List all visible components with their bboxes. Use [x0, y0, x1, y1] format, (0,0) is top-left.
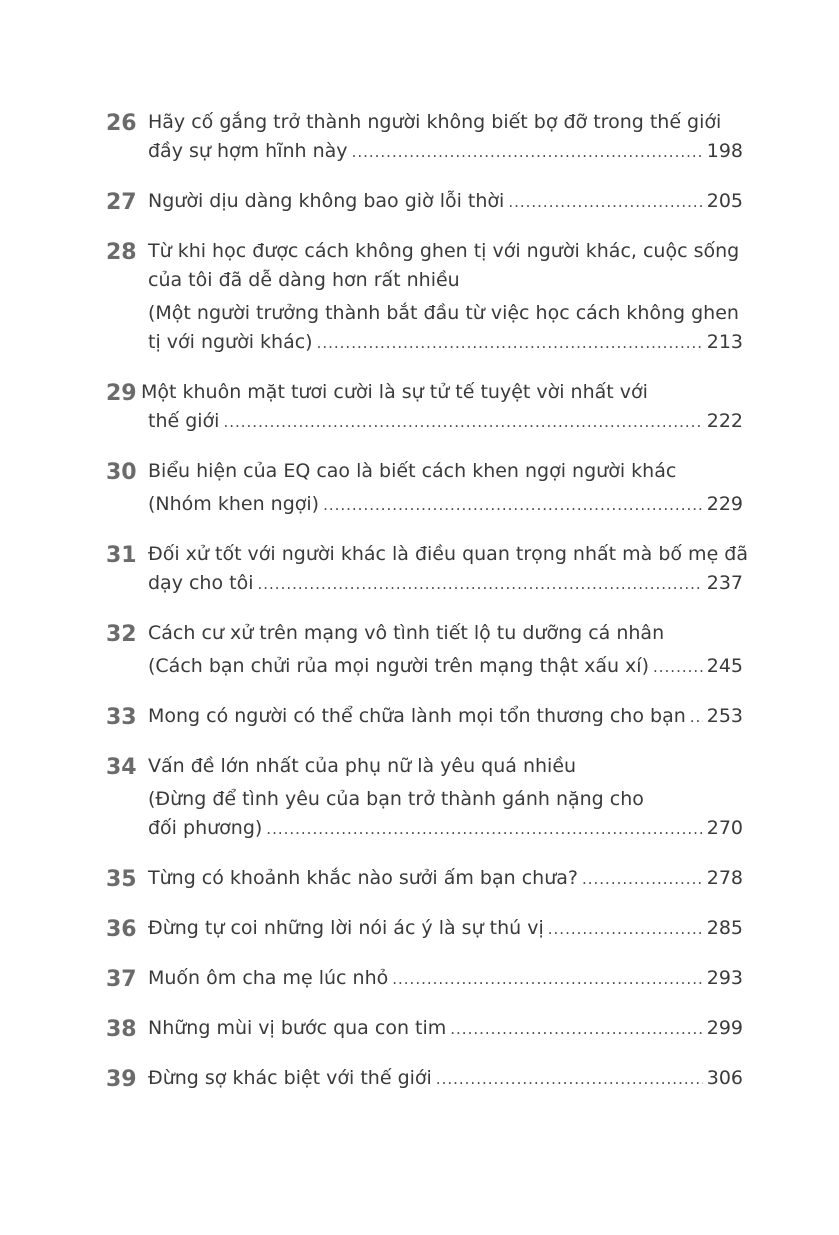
dot-leader — [392, 965, 702, 994]
toc-entry-29 — [106, 378, 743, 437]
entry-title: Mong có người có thể chữa lành mọi tổn thương cho bạn — [148, 705, 686, 727]
dot-leader — [436, 1065, 703, 1094]
entry-number: 31 — [106, 543, 137, 568]
entry-title: Cách cư xử trên mạng vô tình tiết lộ tu dưỡng cá nhân — [148, 622, 665, 644]
toc-entry-31 — [106, 540, 749, 599]
toc-entry-35 — [106, 864, 743, 894]
entry-title: dạy cho tôi — [148, 572, 254, 594]
entry-subtitle: (Nhóm khen ngợi) — [148, 493, 320, 515]
dot-leader — [323, 491, 703, 520]
entry-number: 35 — [106, 867, 137, 892]
entry-number: 27 — [106, 190, 137, 215]
entry-title: Đừng sợ khác biệt với thế giới — [148, 1067, 432, 1089]
toc-entry-38 — [106, 1014, 743, 1044]
dot-leader — [450, 1015, 702, 1044]
page-number: 299 — [706, 1017, 743, 1039]
toc-entry-27 — [106, 187, 743, 217]
dot-leader — [653, 653, 703, 682]
dot-leader — [317, 329, 703, 358]
dot-leader — [223, 408, 702, 437]
page-number: 285 — [706, 917, 743, 939]
page-number: 245 — [706, 655, 743, 677]
entry-number: 28 — [106, 240, 137, 265]
dot-leader — [508, 188, 702, 217]
entry-title: Từng có khoảnh khắc nào sưởi ấm bạn chưa? — [148, 867, 578, 889]
entry-title: thế giới — [148, 410, 220, 432]
entry-number: 36 — [106, 917, 137, 942]
entry-title: Muốn ôm cha mẹ lúc nhỏ — [148, 967, 389, 989]
page-number: 270 — [706, 817, 743, 839]
page-number: 198 — [706, 140, 743, 162]
entry-number: 32 — [106, 622, 137, 647]
entry-title: Đối xử tốt với người khác là điều quan trọng nhất mà bố mẹ đã — [148, 543, 749, 565]
entry-title: Hãy cố gắng trở thành người không biết bợ đỡ trong thế giới — [148, 111, 722, 133]
entry-number: 38 — [106, 1017, 137, 1042]
entry-subtitle: (Cách bạn chửi rủa mọi người trên mạng thật xấu xí) — [148, 655, 649, 677]
entry-number: 33 — [106, 705, 137, 730]
entry-title: Từ khi học được cách không ghen tị với người khác, cuộc sống — [148, 240, 740, 262]
page-number: 278 — [706, 867, 743, 889]
toc-entry-32 — [106, 619, 743, 682]
page-number: 229 — [706, 493, 743, 515]
dot-leader — [266, 815, 702, 844]
toc-entry-26 — [106, 108, 743, 167]
entry-number: 39 — [106, 1067, 137, 1092]
entry-subtitle: (Đừng để tình yêu của bạn trở thành gánh nặng cho — [148, 788, 644, 810]
entry-number: 26 — [106, 111, 137, 136]
entry-title: Một khuôn mặt tươi cười là sự tử tế tuyệt vời nhất với — [141, 381, 648, 403]
dot-leader — [548, 915, 703, 944]
toc-entry-37 — [106, 964, 743, 994]
dot-leader — [582, 865, 703, 894]
entry-title: đầy sự hợm hĩnh này — [148, 140, 348, 162]
toc-entry-30 — [106, 457, 743, 520]
entry-title: của tôi đã dễ dàng hơn rất nhiều — [148, 269, 460, 291]
table-of-contents — [106, 108, 749, 1114]
entry-number: 29 — [106, 381, 137, 406]
entry-title: Biểu hiện của EQ cao là biết cách khen ngợi người khác — [148, 460, 677, 482]
page-number: 253 — [706, 705, 743, 727]
dot-leader — [258, 570, 703, 599]
page-number: 205 — [706, 190, 743, 212]
entry-title: Những mùi vị bước qua con tim — [148, 1017, 447, 1039]
toc-entry-39 — [106, 1064, 743, 1094]
entry-title: Đừng tự coi những lời nói ác ý là sự thú vị — [148, 917, 544, 939]
entry-subtitle: tị với người khác) — [148, 331, 313, 353]
toc-entry-33 — [106, 702, 743, 732]
dot-leader — [352, 138, 703, 167]
page-number: 213 — [706, 331, 743, 353]
entry-number: 30 — [106, 460, 137, 485]
entry-title: Vấn đề lớn nhất của phụ nữ là yêu quá nhiều — [148, 755, 577, 777]
entry-number: 34 — [106, 755, 137, 780]
entry-number: 37 — [106, 967, 137, 992]
toc-entry-36 — [106, 914, 743, 944]
dot-leader — [690, 703, 703, 732]
entry-subtitle: (Một người trưởng thành bắt đầu từ việc học cách không ghen — [148, 302, 739, 324]
page-number: 306 — [706, 1067, 743, 1089]
entry-subtitle: đối phương) — [148, 817, 263, 839]
page-number: 222 — [706, 410, 743, 432]
entry-title: Người dịu dàng không bao giờ lỗi thời — [148, 190, 505, 212]
page-number: 237 — [706, 572, 743, 594]
toc-entry-34 — [106, 752, 743, 844]
page-number: 293 — [706, 967, 743, 989]
toc-entry-28 — [106, 237, 743, 358]
